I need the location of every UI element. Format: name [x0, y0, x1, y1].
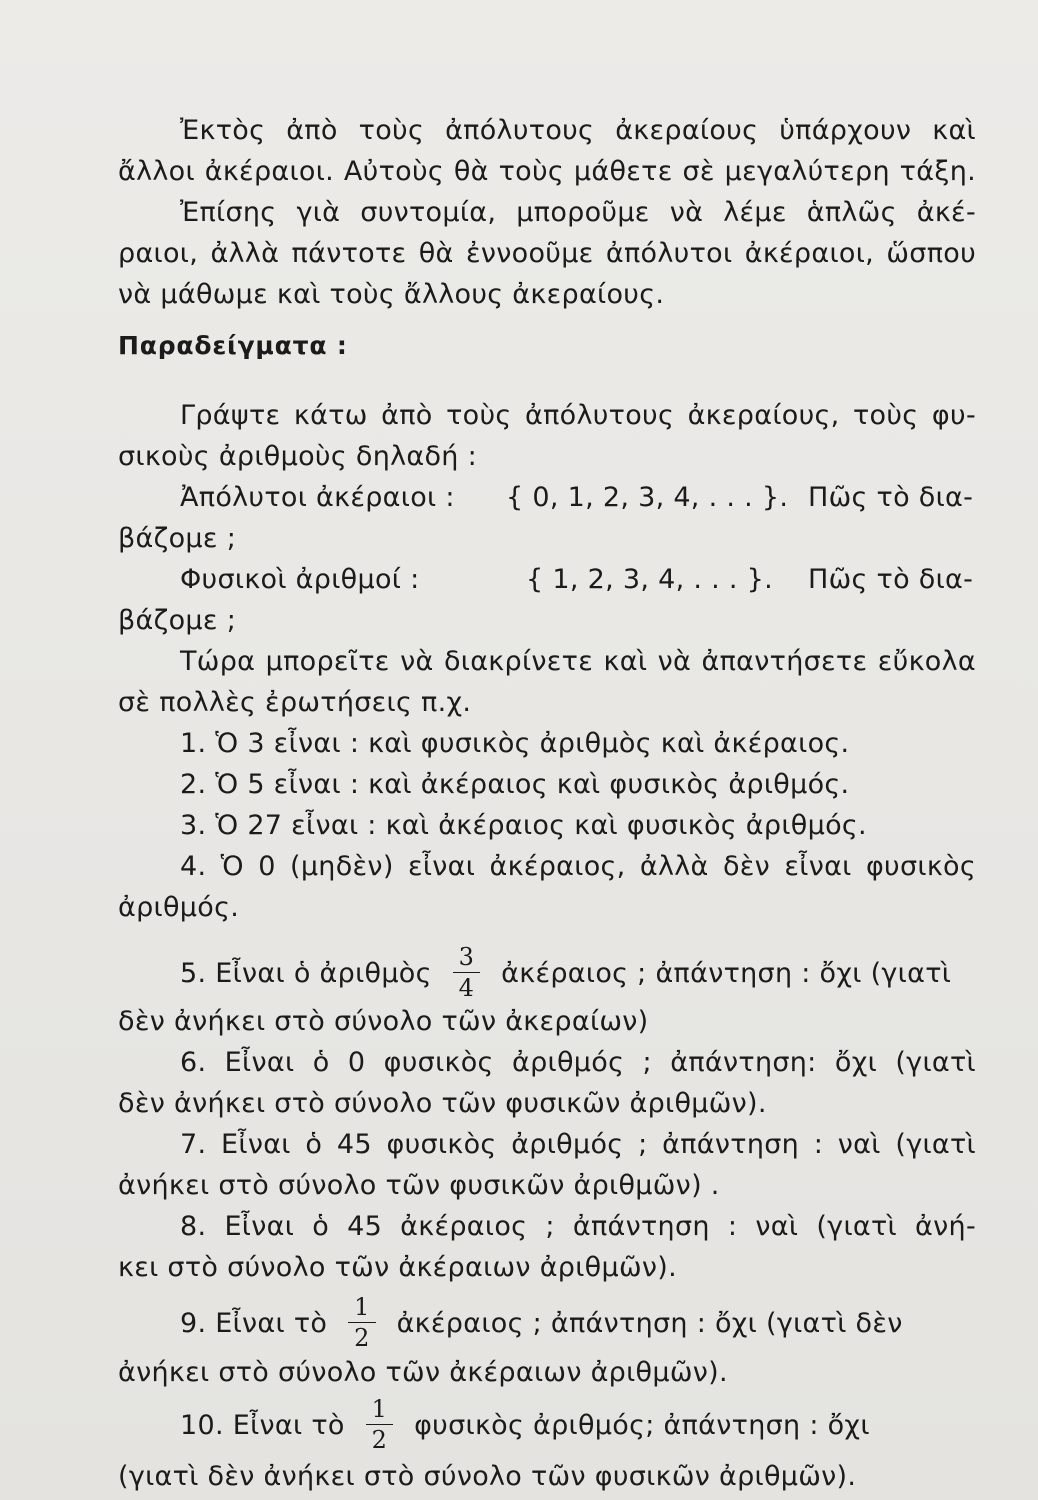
- example-item-9-cont: ἀνήκει στὸ σύνολο τῶν ἀκέραιων ἀριθμῶν).: [118, 1357, 728, 1388]
- example-item-8-cont: κει στὸ σύνολο τῶν ἀκέραιων ἀριθμῶν).: [118, 1252, 677, 1283]
- intro-line: Ἐκτὸς ἀπὸ τοὺς ἀπόλυτους ἀκεραίους ὑπάρχουν καὶ: [180, 115, 976, 146]
- example-item-6-cont: δὲν ἀνήκει στὸ σύνολο τῶν φυσικῶν ἀριθμῶν).: [118, 1088, 767, 1119]
- example-item-2: 2. Ὁ 5 εἶναι : καὶ ἀκέραιος καὶ φυσικὸς ἀριθμός.: [180, 769, 850, 800]
- example-item-1: 1. Ὁ 3 εἶναι : καὶ φυσικὸς ἀριθμὸς καὶ ἀκέραιος.: [180, 728, 850, 759]
- example-item-10-cont: (γιατὶ δὲν ἀνήκει στὸ σύνολο τῶν φυσικῶν ἀριθμῶν).: [118, 1461, 857, 1492]
- now-line: Τώρα μπορεῖτε νὰ διακρίνετε καὶ νὰ ἀπαντήσετε εὔκολα: [180, 646, 976, 677]
- example-item-9: 9. Εἶναι τὸ $\frac{1}{2}$ ἀκέραιος ; ἀπάντηση : ὄχι (γιατὶ δὲν: [180, 1293, 903, 1352]
- write-line: σικοὺς ἀριθμοὺς δηλαδή :: [118, 441, 477, 472]
- example-item-4-cont: ἀριθμός.: [118, 892, 240, 923]
- example-item-6: 6. Εἶναι ὁ 0 φυσικὸς ἀριθμός ; ἀπάντηση: ὄχι (γιατὶ: [180, 1047, 976, 1078]
- absolute-integers-set: { 0, 1, 2, 3, 4, . . . }.: [506, 482, 789, 513]
- absolute-integers-label: Ἀπόλυτοι ἀκέραιοι :: [180, 482, 455, 513]
- example-item-10: 10. Εἶναι τὸ $\frac{1}{2}$ φυσικὸς ἀριθμός; ἀπάντηση : ὄχι: [180, 1395, 870, 1454]
- natural-numbers-set: { 1, 2, 3, 4, . . . }.: [526, 564, 773, 595]
- intro-line: ραιοι, ἀλλὰ πάντοτε θὰ ἐννοοῦμε ἀπόλυτοι ἀκέραιοι, ὥσπου: [118, 238, 976, 269]
- absolute-integers-cont: βάζομε ;: [118, 523, 237, 554]
- absolute-integers-question: Πῶς τὸ δια-: [808, 482, 974, 513]
- natural-numbers-cont: βάζομε ;: [118, 605, 237, 636]
- natural-numbers-question: Πῶς τὸ δια-: [808, 564, 974, 595]
- example-item-3: 3. Ὁ 27 εἶναι : καὶ ἀκέραιος καὶ φυσικὸς ἀριθμός.: [180, 810, 867, 841]
- fraction-three-quarters: $\frac{3}{4}$: [453, 942, 481, 1003]
- absolute-integers-row: [180, 479, 976, 517]
- example-item-8: 8. Εἶναι ὁ 45 ἀκέραιος ; ἀπάντηση : ναὶ (γιατὶ ἀνή-: [180, 1211, 976, 1242]
- natural-numbers-row: [180, 561, 976, 599]
- fraction-one-half: $\frac{1}{2}$: [366, 1394, 394, 1455]
- example-item-7-cont: ἀνήκει στὸ σύνολο τῶν φυσικῶν ἀριθμῶν) .: [118, 1170, 720, 1201]
- example-item-7: 7. Εἶναι ὁ 45 φυσικὸς ἀριθμός ; ἀπάντηση : ναὶ (γιατὶ: [180, 1129, 976, 1160]
- natural-numbers-label: Φυσικοὶ ἀριθμοί :: [180, 564, 420, 595]
- write-line: Γράψτε κάτω ἀπὸ τοὺς ἀπόλυτους ἀκεραίους, τοὺς φυ-: [180, 400, 976, 431]
- example-item-4: 4. Ὁ 0 (μηδὲν) εἶναι ἀκέραιος, ἀλλὰ δὲν εἶναι φυσικὸς: [180, 851, 976, 882]
- example-item-5: 5. Εἶναι ὁ ἀριθμὸς $\frac{3}{4}$ ἀκέραιος ; ἀπάντηση : ὄχι (γιατὶ: [180, 943, 952, 1002]
- intro-line: νὰ μάθωμε καὶ τοὺς ἄλλους ἀκεραίους.: [118, 279, 665, 310]
- examples-heading: Παραδείγματα :: [118, 331, 348, 360]
- example-item-5-cont: δὲν ἀνήκει στὸ σύνολο τῶν ἀκεραίων): [118, 1006, 649, 1037]
- fraction-one-half: $\frac{1}{2}$: [348, 1292, 376, 1353]
- now-line: σὲ πολλὲς ἐρωτήσεις π.χ.: [118, 687, 472, 718]
- intro-line: Ἐπίσης γιὰ συντομία, μποροῦμε νὰ λέμε ἁπλῶς ἀκέ-: [180, 197, 976, 228]
- intro-line: ἄλλοι ἀκέραιοι. Αὐτοὺς θὰ τοὺς μάθετε σὲ μεγαλύτερη τάξη.: [118, 156, 976, 187]
